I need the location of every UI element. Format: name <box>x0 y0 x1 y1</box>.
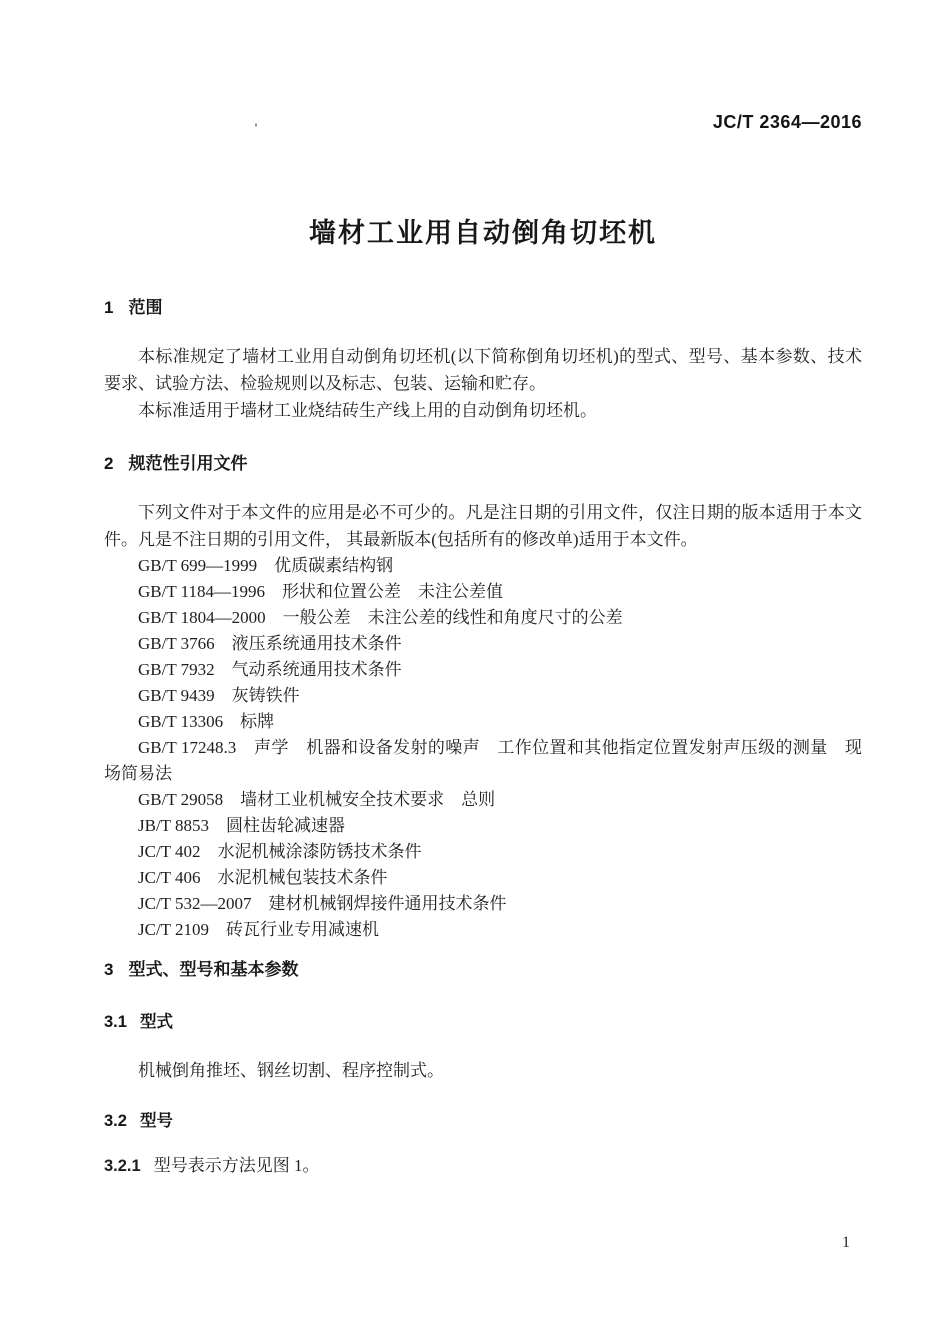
clause-3-2-1-number: 3.2.1 <box>104 1157 141 1175</box>
section-2-heading <box>104 453 862 475</box>
reference-item: GB/T 1184—1996 形状和位置公差 未注公差值 <box>138 582 504 601</box>
reference-item: GB/T 29058 墙材工业机械安全技术要求 总则 <box>138 790 496 809</box>
page-number: 1 <box>842 1234 850 1251</box>
section-3-2-heading <box>104 1110 862 1132</box>
paragraph: 本标准适用于墙材工业烧结砖生产线上用的自动倒角切坯机。 <box>138 401 597 420</box>
paragraph: 本标准规定了墙材工业用自动倒角切坯机(以下简称倒角切坯机)的型式、型号、基本参数、技术要求、试验方法、检验规则以及标志、包装、运输和贮存。 <box>104 347 862 393</box>
paragraph: 机械倒角推坯、钢丝切割、程序控制式。 <box>138 1061 444 1080</box>
clause-3-2-1-text: 型号表示方法见图 1。 <box>153 1156 320 1175</box>
reference-item: JC/T 2109 砖瓦行业专用减速机 <box>138 920 380 939</box>
reference-item: JC/T 402 水泥机械涂漆防锈技术条件 <box>138 842 422 861</box>
section-2-body <box>104 499 862 943</box>
standard-code: JC/T 2364—2016 <box>712 112 862 132</box>
section-3-1-heading <box>104 1011 862 1033</box>
paragraph: 下列文件对于本文件的应用是必不可少的。凡是注日期的引用文件，仅注日期的版本适用于本文件。凡是不注日期的引用文件， 其最新版本(包括所有的修改单)适用于本文件。 <box>104 503 862 549</box>
section-3-2-title: 型号 <box>139 1112 173 1130</box>
reference-item: GB/T 1804—2000 一般公差 未注公差的线性和角度尺寸的公差 <box>138 608 623 627</box>
section-3-2-number: 3.2 <box>104 1112 127 1130</box>
reference-item: GB/T 17248.3 声学 机器和设备发射的噪声 工作位置和其他指定位置发射声压级的测量 现场简易法 <box>104 738 862 783</box>
scan-artifact-dot <box>255 123 257 127</box>
reference-item: GB/T 3766 液压系统通用技术条件 <box>138 634 402 653</box>
reference-item: GB/T 13306 标牌 <box>138 712 275 731</box>
section-2-number: 2 <box>104 454 114 473</box>
section-3-title: 型式、型号和基本参数 <box>128 960 299 979</box>
section-3-1-number: 3.1 <box>104 1013 127 1031</box>
reference-item: GB/T 7932 气动系统通用技术条件 <box>138 660 402 679</box>
section-1-number: 1 <box>104 298 114 317</box>
reference-item: JC/T 406 水泥机械包装技术条件 <box>138 868 388 887</box>
section-3-1-body <box>104 1057 862 1084</box>
section-3-heading <box>104 959 862 981</box>
reference-item: JC/T 532—2007 建材机械钢焊接件通用技术条件 <box>138 894 507 913</box>
normative-references-list <box>104 553 862 943</box>
reference-item: GB/T 9439 灰铸铁件 <box>138 686 300 705</box>
section-1-heading <box>104 297 862 319</box>
reference-item: GB/T 699—1999 优质碳素结构钢 <box>138 556 394 575</box>
page-title: 墙材工业用自动倒角切坯机 <box>309 218 657 248</box>
section-1-title: 范围 <box>128 298 163 317</box>
section-2-title: 规范性引用文件 <box>128 454 248 473</box>
section-3-1-title: 型式 <box>139 1013 173 1031</box>
section-3-number: 3 <box>104 960 114 979</box>
clause-3-2-1 <box>104 1152 862 1180</box>
section-1-body <box>104 343 862 424</box>
reference-item: JB/T 8853 圆柱齿轮减速器 <box>138 816 346 835</box>
